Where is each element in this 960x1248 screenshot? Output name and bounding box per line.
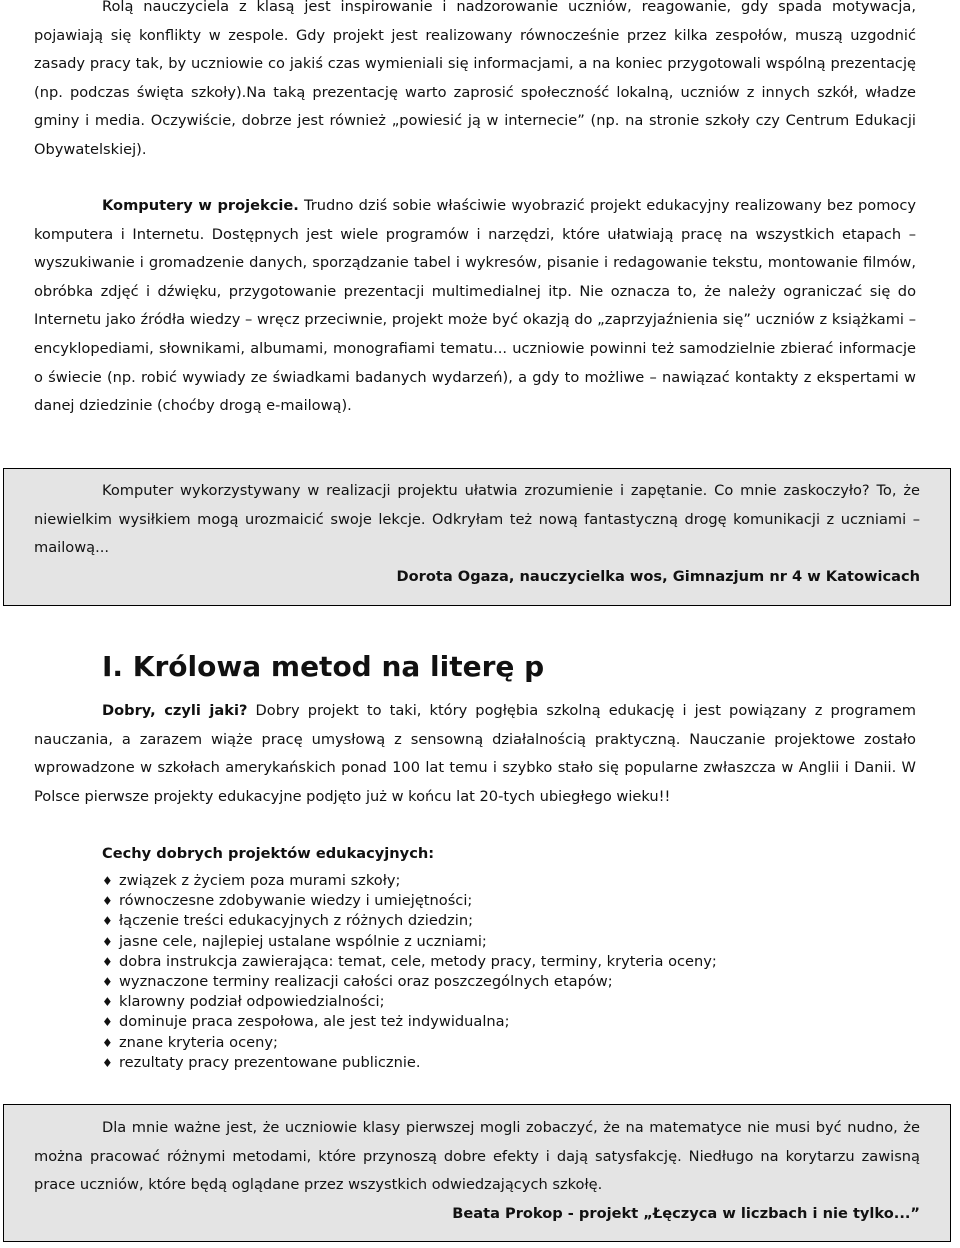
quote-box-computer: [3, 468, 951, 606]
feature-item: [102, 891, 717, 911]
intro-paragraph: Rolą nauczyciela z klasą jest inspirowanie i nadzorowanie uczniów, reagowanie, gdy spada motywacja, pojawiają się konflikty w zespole. Gdy projekt jest realizowany równocześnie przez kilka zespołów, muszą uzgodnić zasady pracy tak, by uczniowie co jakiś czas wymieniali się informacjami, a na koniec przygotowali wspólną prezentację (np. podczas święta szkoły).Na taką prezentację warto zaprosić społeczność lokalną, uczniów z innych szkół, władze gminy i media. Oczywiście, dobrze jest również „powiesić ją w internecie” (np. na stronie szkoły czy Centrum Edukacji Obywatelskiej).: [34, 0, 916, 158]
feature-item-text: dominuje praca zespołowa, ale jest też indywidualna;: [119, 1013, 510, 1031]
feature-item-text: wyznaczone terminy realizacji całości oraz poszczególnych etapów;: [119, 973, 613, 991]
feature-item: [102, 1033, 717, 1053]
features-title: Cechy dobrych projektów edukacyjnych:: [102, 845, 435, 862]
feature-item-text: związek z życiem poza murami szkoły;: [119, 872, 401, 889]
feature-item: [102, 992, 717, 1012]
feature-item-text: jasne cele, najlepiej ustalane wspólnie z uczniami;: [119, 932, 487, 950]
quote-text: Dla mnie ważne jest, że uczniowie klasy pierwszej mogli zobaczyć, że na matematyce nie musi być nudno, że można pracować różnymi metodami, które przynoszą dobre efekty i dają satysfakcję. Niedługo na korytarzu zawisną prace uczniów, które będą oglądane przez wszystkich odwiedzających szkołę.: [34, 1119, 920, 1194]
feature-item: [102, 1012, 717, 1032]
computers-text: Trudno dziś sobie właściwie wyobrazić projekt edukacyjny realizowany bez pomocy komputera i Internetu. Dostępnych jest wiele programów i narzędzi, które ułatwiają pracę na wszystkich etapach – wyszukiwanie i gromadzenie danych, sporządzanie tabel i wykresów, pisanie i redagowanie tekstu, montowanie filmów, obróbka zdjęć i dźwięku, przygotowanie prezentacji multimedialnej itp. Nie oznacza to, że należy ograniczać się do Internetu jako źródła wiedzy – wręcz przeciwnie, projekt może być okazją do „zaprzyjaźnienia się” uczniów z książkami – encyklopediami, słownikami, albumami, monografiami tematu... uczniowie powinni też samodzielnie zbierać informacje o świecie (np. robić wywiady ze świadkami badanych wydarzeń), a gdy to możliwe – nawiązać kontakty z ekspertami w danej dziedzinie (choćby drogą e-mailową).: [34, 197, 917, 415]
good-project-text: Dobry projekt to taki, który pogłębia szkolną edukację i jest powiązany z programem nauczania, a zarazem wiąże pracę umysłową z sensowną działalnością praktyczną. Nauczanie projektowe zostało wprowadzone w szkołach amerykańskich ponad 100 lat temu i szybko stało się popularne zwłaszcza w Anglii i Danii. W Polsce pierwsze projekty edukacyjne podjęto już w końcu lat 20-tych ubiegłego wieku!!: [34, 702, 916, 805]
diamond-bullet-icon: ♦: [102, 975, 113, 990]
quote-signature: Beata Prokop - projekt „Łęczyca w liczbach i nie tylko...”: [452, 1204, 920, 1222]
feature-item: [102, 871, 717, 891]
feature-item: [102, 972, 717, 992]
feature-item-text: łączenie treści edukacyjnych z różnych dziedzin;: [119, 912, 473, 930]
feature-item: [102, 911, 717, 931]
diamond-bullet-icon: ♦: [102, 1055, 113, 1070]
feature-item: [102, 1053, 717, 1073]
quote-text: Komputer wykorzystywany w realizacji projektu ułatwia zrozumienie i zapętanie. Co mnie zaskoczyło? To, że niewielkim wysiłkiem mogą urozmaicić swoje lekcje. Odkryłam też nową fantastyczną drogę komunikacji z uczniami – mailową...: [34, 482, 920, 557]
computers-lead: Komputery w projekcie.: [102, 197, 299, 214]
quote-signature: Dorota Ogaza, nauczycielka wos, Gimnazjum nr 4 w Katowicach: [396, 567, 920, 585]
feature-item-text: klarowny podział odpowiedzialności;: [119, 993, 385, 1011]
diamond-bullet-icon: ♦: [102, 874, 113, 888]
feature-item: [102, 952, 717, 972]
feature-item-text: rezultaty pracy prezentowane publicznie.: [119, 1053, 421, 1071]
feature-item-text: dobra instrukcja zawierająca: temat, cele, metody pracy, terminy, kryteria oceny;: [119, 952, 717, 970]
diamond-bullet-icon: ♦: [102, 914, 113, 929]
good-project-paragraph: [34, 697, 916, 811]
diamond-bullet-icon: ♦: [102, 995, 113, 1010]
feature-item-text: równoczesne zdobywanie wiedzy i umiejętności;: [119, 892, 473, 910]
diamond-bullet-icon: ♦: [102, 894, 113, 909]
features-list: [102, 871, 717, 1073]
quote-box-math: [3, 1104, 951, 1242]
diamond-bullet-icon: ♦: [102, 1015, 113, 1030]
good-project-lead: Dobry, czyli jaki?: [102, 702, 248, 719]
diamond-bullet-icon: ♦: [102, 1035, 113, 1050]
feature-item: [102, 932, 717, 952]
diamond-bullet-icon: ♦: [102, 954, 113, 969]
diamond-bullet-icon: ♦: [102, 934, 113, 949]
section-heading: I. Królowa metod na literę p: [102, 650, 545, 683]
feature-item-text: znane kryteria oceny;: [119, 1033, 278, 1051]
computers-paragraph: [34, 192, 916, 421]
